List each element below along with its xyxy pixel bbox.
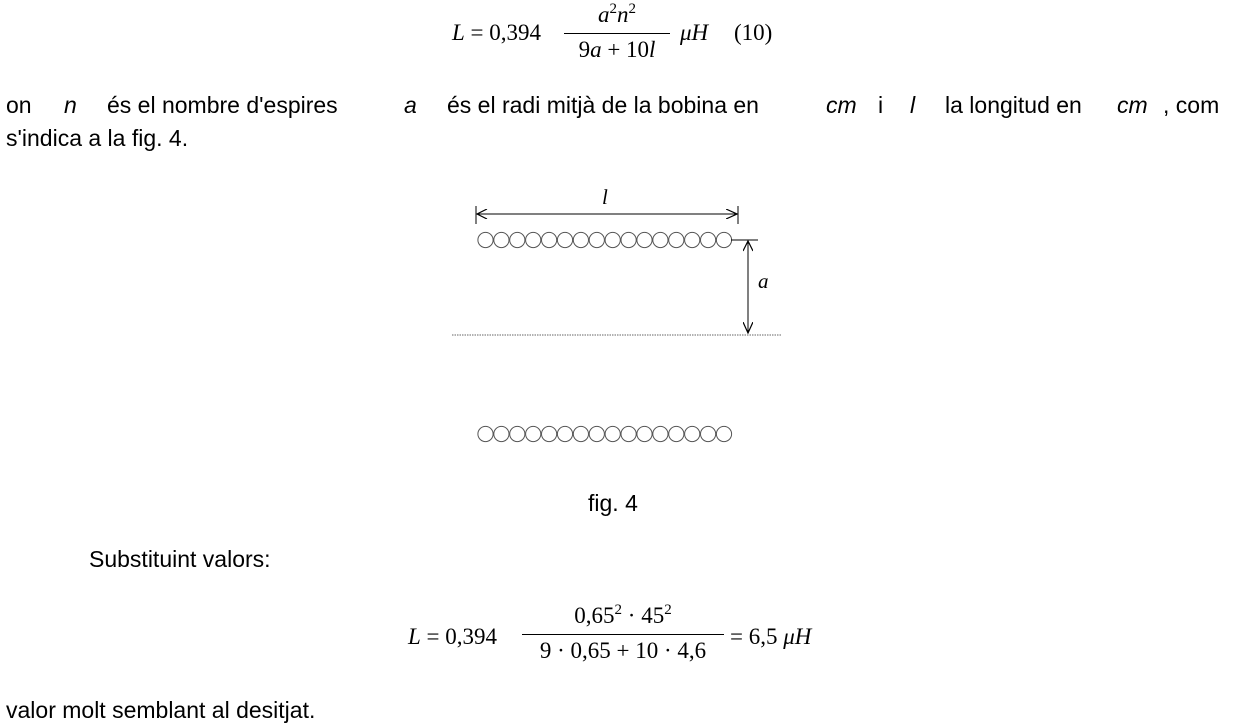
coil-turn-bottom [494,426,509,441]
coil-bottom-turns [478,426,732,441]
num-base-1: 0,65 [574,603,615,628]
unit-cm-2: cm [1117,92,1148,118]
equation2-fraction [522,600,724,665]
num-exp-n: 2 [628,1,636,17]
coil-turn-top [589,232,604,247]
coil-turn-bottom [573,426,588,441]
den-9: 9 [578,37,591,62]
coil-turn-bottom [716,426,731,441]
coil-turn-top [685,232,700,247]
coil-turn-bottom [605,426,620,441]
word-i: i [878,92,884,118]
coil-turn-top [653,232,668,247]
text-la-longitud: la longitud en [945,92,1082,118]
equation-lhs [452,20,541,46]
coil-turn-top [605,232,620,247]
num-exp-a: 2 [609,1,617,17]
equation2-denominator: 9 · 0,65 + 10 · 4,6 [539,638,707,663]
eq2-result-value: = 6,5 [730,624,784,649]
equation2-numerator [522,600,724,632]
coil-turn-bottom [701,426,716,441]
num-var-n: n [617,2,629,27]
length-label: l [602,185,608,209]
coil-turn-bottom [510,426,525,441]
coil-turn-bottom [478,426,493,441]
coil-diagram [440,180,800,460]
coil-turn-bottom [621,426,636,441]
var-n: n [64,92,77,118]
eq2-result-unit: μH [783,624,812,649]
coil-turn-bottom [542,426,557,441]
num-dot: · [622,603,642,628]
equation2-fraction-bar [522,634,724,635]
paragraph-line-2: s'indica a la fig. 4. [6,125,189,151]
coil-turn-top [557,232,572,247]
coil-turn-bottom [669,426,684,441]
equation-number: (10) [734,20,773,45]
equation-10 [452,0,792,70]
num-exp-2: 2 [664,602,672,618]
eq2-var-L: L [408,624,421,649]
equation2-lhs [408,624,497,650]
text-es-radi-mitja: és el radi mitjà de la bobina en [447,92,759,118]
eq-var-L: L [452,20,465,45]
text-es-nombre-espires: és el nombre d'espires [107,92,338,118]
coil-turn-bottom [637,426,652,441]
coil-turn-top [510,232,525,247]
var-l: l [910,92,916,118]
num-exp-1: 2 [614,602,623,618]
den-plus10: + 10 [601,37,650,62]
den-var-l: l [649,37,656,62]
radius-label: a [758,269,769,293]
coil-turn-bottom [653,426,668,441]
coil-top-turns [478,232,732,247]
coil-turn-top [637,232,652,247]
coil-turn-bottom [526,426,541,441]
equation-substituted [408,600,848,672]
eq2-equals-coef: = 0,394 [420,624,498,649]
equation-fraction [564,0,670,64]
coil-svg [440,180,800,460]
coil-turn-bottom [589,426,604,441]
conclusion-text: valor molt semblant al desitjat. [6,697,316,723]
fraction-bar [564,33,670,34]
coil-turn-top [621,232,636,247]
coil-turn-top [716,232,731,247]
coil-turn-top [669,232,684,247]
coil-turn-top [701,232,716,247]
fraction-denominator [564,36,670,64]
coil-turn-bottom [685,426,700,441]
fraction-numerator [564,0,670,30]
substitution-label: Substituint valors: [89,546,271,572]
equation-unit: μH [680,20,709,45]
num-var-a: a [598,2,610,27]
coil-turn-top [494,232,509,247]
den-var-a: a [590,37,602,62]
eq-equals-coef: = 0,394 [464,20,542,45]
coil-turn-top [526,232,541,247]
coil-turn-top [478,232,493,247]
text-com: , com [1163,92,1220,118]
word-on: on [6,92,32,118]
coil-turn-top [573,232,588,247]
var-a: a [404,92,417,118]
equation2-rhs [730,624,811,650]
coil-turn-top [542,232,557,247]
figure-caption: fig. 4 [588,490,638,516]
unit-cm: cm [826,92,857,118]
num-base-2: 45 [641,603,665,628]
coil-turn-bottom [557,426,572,441]
